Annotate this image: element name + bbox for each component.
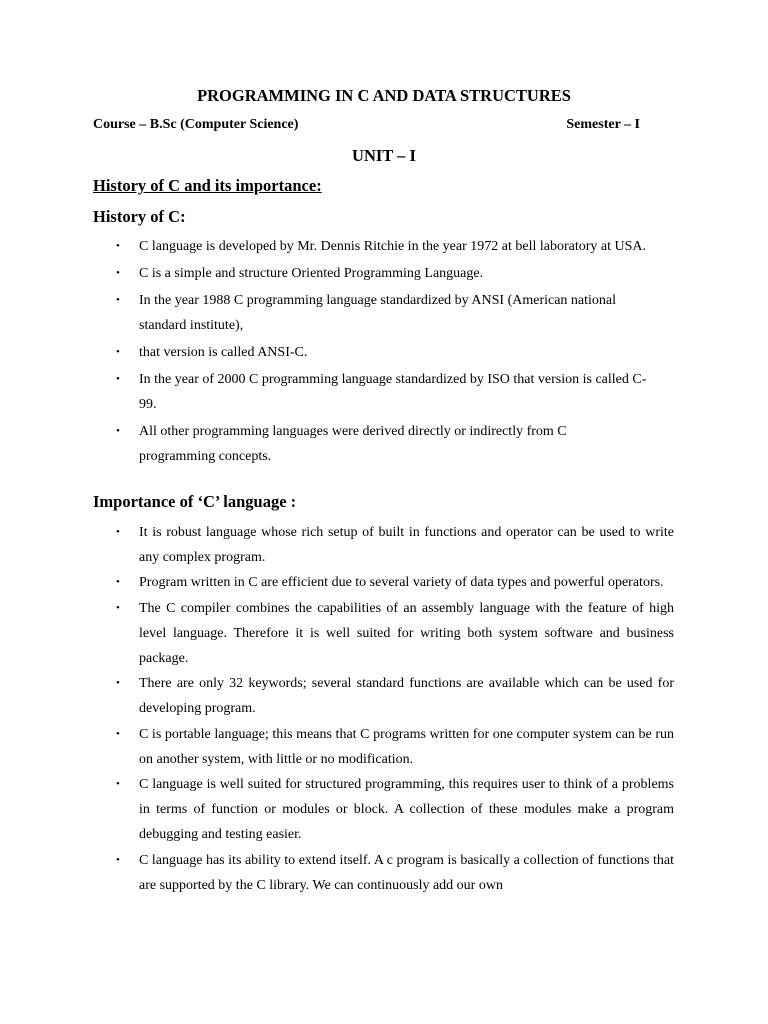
course-line [93, 117, 640, 133]
list-item [0, 340, 659, 365]
list-item [0, 596, 674, 672]
bullet-icon: • [116, 425, 120, 437]
history-list [0, 234, 659, 469]
list-item-text: The C compiler combines the capabilities of an assembly language with the feature of high level language. Therefore it is well suited for writing both system software and business package. [139, 600, 674, 667]
bullet-icon: • [116, 294, 120, 306]
list-item [0, 772, 674, 848]
bullet-icon: • [116, 727, 120, 740]
list-item-text: C language is developed by Mr. Dennis Ritchie in the year 1972 at bell laboratory at USA. [139, 239, 646, 254]
bullet-icon: • [116, 526, 120, 538]
list-item-text: In the year of 2000 C programming language standardized by ISO that version is called C-99. [139, 372, 647, 412]
list-item [0, 288, 659, 338]
semester-label: Semester – I [566, 117, 640, 132]
bullet-icon: • [116, 778, 120, 791]
bullet-icon: • [116, 373, 120, 385]
bullet-icon: • [116, 576, 120, 589]
bullet-icon: • [116, 601, 120, 614]
bullet-icon: • [116, 346, 120, 358]
bullet-icon: • [116, 240, 120, 252]
list-item-text: Program written in C are efficient due to several variety of data types and powerful operators. [139, 575, 664, 591]
list-item-text: C language is well suited for structured programming, this requires user to think of a problems in terms of function or modules or block. A collection of these modules make a program debugging and testing easier. [139, 777, 674, 843]
importance-heading: Importance of ‘C’ language : [93, 492, 297, 511]
list-item-text: In the year 1988 C programming language standardized by ANSI (American national standard institute), [139, 293, 617, 333]
list-item-text: There are only 32 keywords; several standard functions are available which can be used for developing program. [139, 676, 674, 717]
bullet-icon: • [116, 853, 120, 866]
list-item [0, 671, 674, 721]
course-label: Course – B.Sc (Computer Science) [93, 117, 299, 132]
list-item [0, 419, 659, 469]
list-item-text: C language has its ability to extend itself. A c program is basically a collection of functions that are supported by the C library. We can continuously add our own [139, 852, 674, 893]
list-item [0, 848, 674, 898]
importance-list [0, 520, 674, 898]
list-item-text: C is a simple and structure Oriented Programming Language. [139, 266, 484, 281]
bullet-icon: • [116, 677, 120, 690]
bullet-icon: • [116, 267, 120, 279]
unit-title: UNIT – I [352, 146, 416, 165]
list-item [0, 234, 659, 259]
list-item-text: All other programming languages were derived directly or indirectly from C programming concepts. [139, 424, 567, 464]
list-item [0, 367, 659, 417]
document-title: PROGRAMMING IN C AND DATA STRUCTURES [197, 86, 571, 105]
section-heading: History of C and its importance: [93, 176, 322, 195]
list-item-text: that version is called ANSI-C. [139, 345, 308, 360]
list-item-text: C is portable language; this means that C programs written for one computer system can be run on another system, with little or no modification. [139, 726, 674, 767]
list-item [0, 570, 674, 595]
list-item-text: It is robust language whose rich setup of built in functions and operator can be used to write any complex program. [139, 525, 674, 566]
list-item [0, 261, 659, 286]
list-item [0, 722, 674, 772]
list-item [0, 520, 674, 570]
history-heading: History of C: [93, 207, 186, 226]
